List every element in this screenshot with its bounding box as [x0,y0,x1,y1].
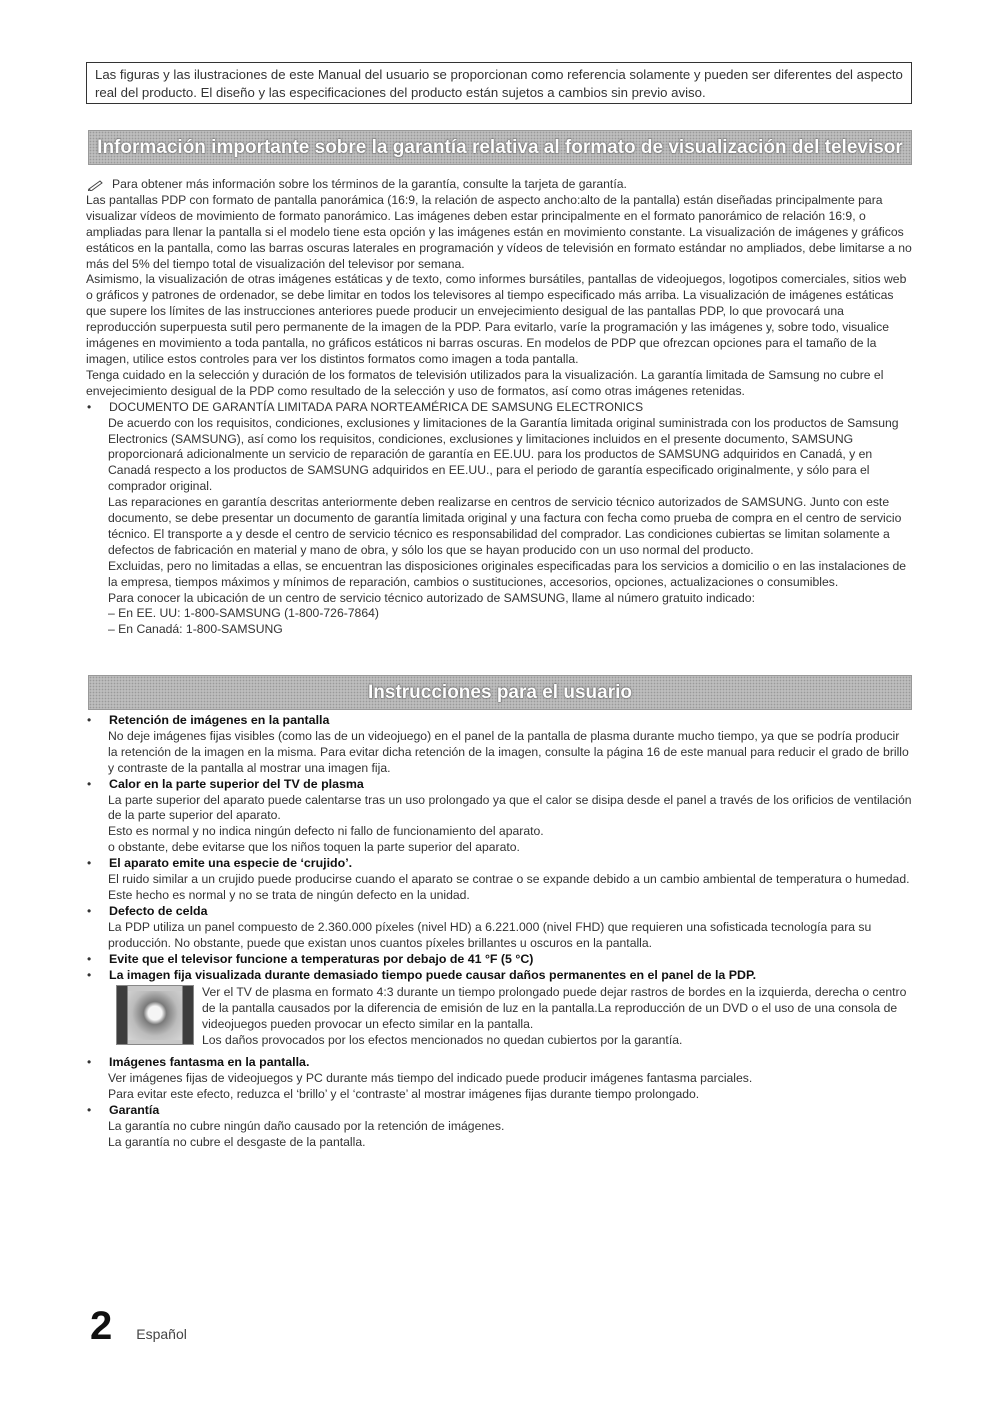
bullet-icon: • [87,1055,92,1070]
warranty-paragraph: Tenga cuidado en la selección y duración de los formatos de televisión utilizados para la visualización. La garantía limitada de Samsung no cubre el envejecimiento desigual de la PDP como resultado de la selección y uso de formatos, así como otras imágenes retenidas. [86,367,884,398]
instruction-title: Defecto de celda [109,903,208,918]
tv-screen-image [116,985,194,1045]
instruction-item [86,1055,912,1103]
disclaimer-box [86,62,912,104]
bullet-icon: • [87,1102,92,1117]
phone-us: – En EE. UU: 1-800-SAMSUNG (1-800-726-7864) [108,606,379,621]
instruction-title: El aparato emite una especie de ‘crujido’. [109,856,353,871]
instruction-text: Ver imágenes fijas de videojuegos y PC durante más tiempo del indicado puede producir imágenes fantasma parciales. [108,1070,753,1085]
pencil-icon [88,179,104,191]
instruction-item [86,904,912,952]
warranty-paragraph: Las pantallas PDP con formato de pantalla panorámica (16:9, la relación de aspecto ancho:alto de la pantalla) están diseñadas principalmente para visualizar vídeos de movimiento de formato panorámico. Las imágenes deben estar principalmente en el formato panorámico de relación 16:9, o ampliadas para llenar la pantalla si el modelo tiene esta opción y las imágenes están en movimiento constante. La visualización de imágenes y gráficos estáticos en la pantalla, como las barras oscuras laterales en programación y vídeos de televisión en formato estándar no ampliados, debe limitarse a no más del 5% del tiempo total de visualización del televisor por semana. [86,192,912,271]
instruction-title: Calor en la parte superior del TV de plasma [109,776,364,791]
instruction-title: Evite que el televisor funcione a temperaturas por debajo de 41 °F (5 °C) [109,951,534,966]
instruction-title: Garantía [109,1102,160,1117]
instruction-title: Retención de imágenes en la pantalla [109,713,330,727]
warranty-bullet-paragraph: Las reparaciones en garantía descritas anteriormente deben realizarse en centros de servicio técnico autorizados de SAMSUNG. Junto con este documento, se debe presentar un documento de garantía limitada original y una factura con fecha como prueba de compra en el centro de servicio técnico. El transporte a y desde el centro de servicio técnico es responsabilidad del comprador. Las condiciones cubiertas se limitan solamente a defectos de fabricación en material y mano de obra, y sólo los que se hayan producido con un uso normal del producto. [108,495,902,557]
instruction-text: Los daños provocados por los efectos mencionados no quedan cubiertos por la garantía. [202,1033,683,1048]
warranty-paragraph: Asimismo, la visualización de otras imágenes estáticas y de texto, como informes bursátiles, pantallas de videojuegos, logotipos comerciales, sitios web o gráficos y patrones de ordenador, se debe limitar en todos los televisores al tiempo especificado más arriba. La visualización de imágenes estáticas que supere los límites de las instrucciones anteriores puede producir un envejecimiento desigual de las pantallas PDP, lo que provocará una reproducción superpuesta sutil pero permanente de la imagen de la PDP. Para evitarlo, varíe la programación y las imágenes y, sobre todo, visualice imágenes en movimiento a toda pantalla, no gráficos estáticos ni barras oscuras. En modelos de PDP que ofrezcan opciones para el tamaño de la imagen, utilice estos controles para ver los distintos formatos como imagen a toda pantalla. [86,272,907,366]
instruction-text: La garantía no cubre ningún daño causado por la retención de imágenes. [108,1118,505,1133]
page-footer [90,1306,187,1346]
language-label: Español [136,1326,187,1342]
warranty-bullet-paragraph: Excluidas, pero no limitadas a ellas, se encuentran las disposiciones originales especificadas para los servicios a domicilio o en las instalaciones de la empresa, tiempos máximos y mínimos de reparación, cambios o sustituciones, accesorios, opciones, actualizaciones o consumibles. [108,558,907,589]
page-number: 2 [90,1304,113,1348]
warranty-bullet-title: DOCUMENTO DE GARANTÍA LIMITADA PARA NORTEAMÉRICA DE SAMSUNG ELECTRONICS [109,399,644,414]
warranty-section-body [86,177,912,638]
warranty-bullet-paragraph: Para conocer la ubicación de un centro de servicio técnico autorizado de SAMSUNG, llame al número gratuito indicado: [108,590,755,605]
instruction-text: No deje imágenes fijas visibles (como las de un videojuego) en el panel de la pantalla de plasma durante mucho tiempo, ya que se podría producir la retención de la imagen en la misma. Para evitar dicha retención de la imagen, consulte la página 16 de este manual para reducir el grado de brillo y contraste de la pantalla al mostrar una imagen fija. [108,728,909,775]
instructions-section-title: Instrucciones para el usuario [368,681,632,703]
instructions-section-banner [88,675,912,710]
warranty-bullet-paragraph: De acuerdo con los requisitos, condiciones, exclusiones y limitaciones de la Garantía limitada original suministrada con los productos de Samsung Electronics (SAMSUNG), así como los requisitos, condiciones, exclusiones y limitaciones incluidos en el presente documento, SAMSUNG proporcionará adicionalmente un servicio de reparación de garantía en EE.UU. para los productos de SAMSUNG adquiridos en Canadá, y en Canadá respecto a los productos de SAMSUNG adquiridos en EE.UU., para el periodo de garantía especificado originalmente, y sólo para el comprador original. [108,415,899,494]
instruction-text: Esto es normal y no indica ningún defecto ni fallo de funcionamiento del aparato. [108,824,544,839]
instruction-item-with-image [86,968,912,1050]
instruction-item [86,856,912,904]
warranty-note [86,177,912,193]
bullet-icon: • [87,856,92,871]
instruction-title: La imagen fija visualizada durante demasiado tiempo puede causar daños permanentes en el panel de la PDP. [109,967,757,982]
instruction-text: La parte superior del aparato puede calentarse tras un uso prolongado ya que el calor se disipa desde el panel a través de los orificios de ventilación de la parte superior del aparato. [108,792,912,823]
instruction-item [86,777,912,857]
instruction-text: La PDP utiliza un panel compuesto de 2.360.000 píxeles (nivel HD) a 6.221.000 (nivel FHD) que requieren una sofisticada tecnología para su producción. No obstante, puede que existan unos cuantos píxeles brillantes u oscuros en la pantalla. [108,919,872,950]
warranty-bullet-body [86,416,912,639]
instruction-text: La garantía no cubre el desgaste de la pantalla. [108,1134,366,1149]
instruction-title: Imágenes fantasma en la pantalla. [109,1055,310,1070]
bullet-icon: • [87,713,92,727]
disclaimer-text: Las figuras y las ilustraciones de este Manual del usuario se proporcionan como referencia solamente y pueden ser diferentes del aspecto real del producto. El diseño y las especificaciones del producto están sujetos a cambios sin previo aviso. [95,67,903,100]
instruction-text: Ver el TV de plasma en formato 4:3 durante un tiempo prolongado puede dejar rastros de bordes en la izquierda, derecha o centro de la pantalla causados por la diferencia de emisión de luz en la pantalla.La reproducción de un DVD o el uso de una consola de videojuegos pueden provocar un efecto similar en la pantalla. [202,985,907,1032]
bullet-icon: • [87,967,92,982]
warranty-section-title: Información importante sobre la garantía relativa al formato de visualización del televisor [97,136,903,158]
instruction-item [86,713,912,777]
instruction-text: Para evitar este efecto, reduzca el ‘brillo’ y el ‘contraste’ al mostrar imágenes fijas durante tiempo prolongado. [108,1086,700,1101]
instruction-item [86,952,912,968]
bullet-icon: • [87,399,92,414]
bullet-icon: • [87,903,92,918]
instruction-text: Este hecho es normal y no se trata de ningún defecto en la unidad. [108,887,470,902]
bullet-icon: • [87,951,92,966]
instructions-section-body [86,713,912,1150]
instruction-item [86,1103,912,1151]
warranty-bullet [86,400,912,416]
warranty-note-text: Para obtener más información sobre los términos de la garantía, consulte la tarjeta de garantía. [112,177,627,191]
phone-canada: – En Canadá: 1-800-SAMSUNG [108,622,283,637]
bullet-icon: • [87,776,92,791]
instruction-text: El ruido similar a un crujido puede producirse cuando el aparato se contrae o se expande debido a un cambio ambiental de temperatura o humedad. [108,872,910,887]
instruction-text: o obstante, debe evitarse que los niños toquen la parte superior del aparato. [108,840,520,855]
warranty-section-banner [88,130,912,165]
